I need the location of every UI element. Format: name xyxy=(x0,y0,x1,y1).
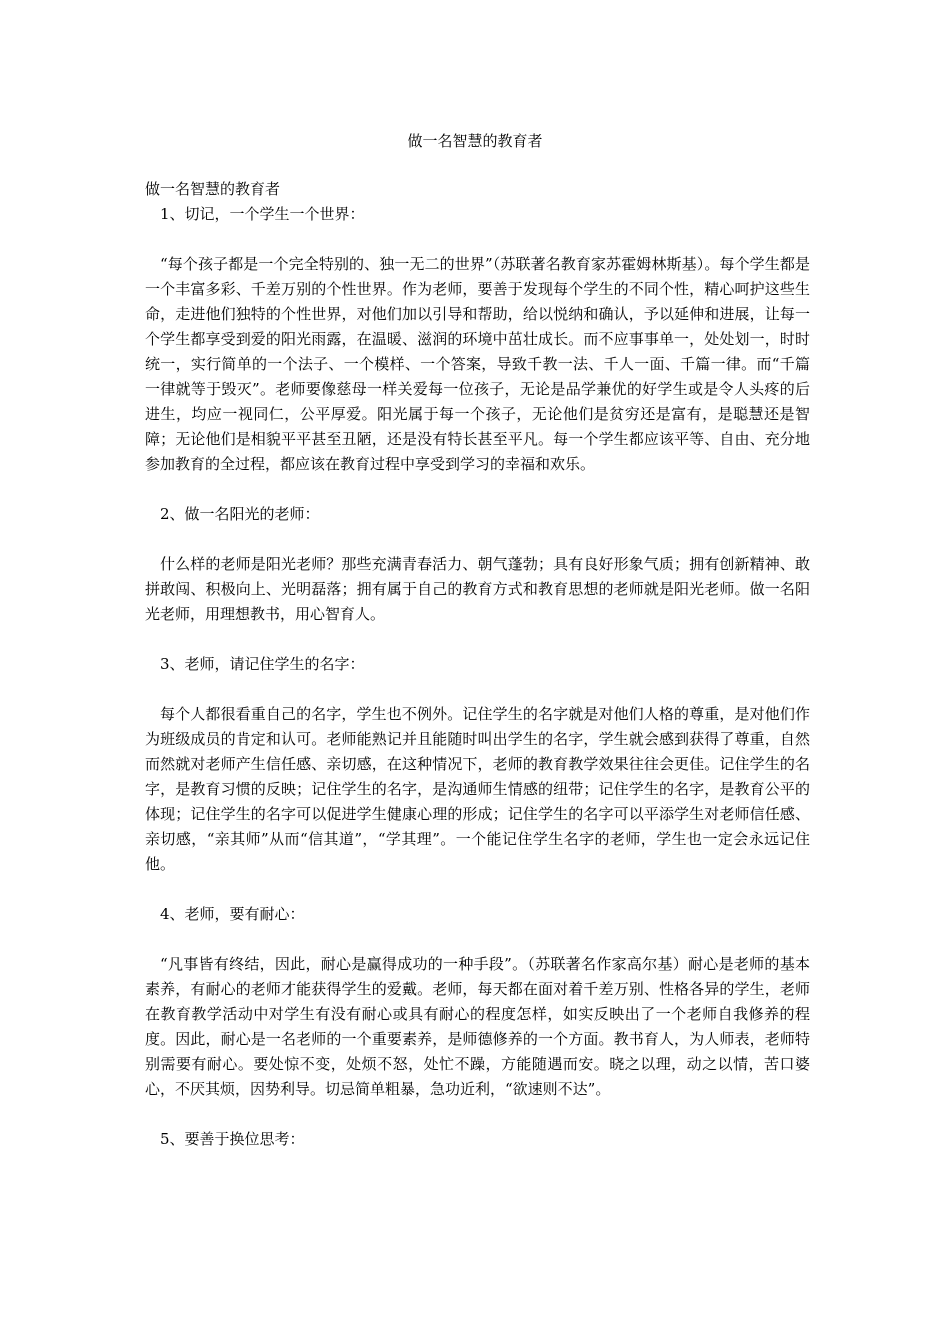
section-heading-4: 4、老师，要有耐心： xyxy=(160,905,305,923)
spacer xyxy=(145,927,810,952)
section-paragraph-1: “每个孩子都是一个完全特别的、独一无二的世界”（苏联著名教育家苏霍姆林斯基）。每个学生都是一个丰富多彩、千差万别的个性世界。作为老师，要善于发现每个学生的不同个性，精心呵护这些生命，走进他们独特的个性世界，对他们加以引导和帮助，给以悦纳和确认，予以延伸和进展，让每一个学生都享受到爱的阳光雨露，在温暖、滋润的环境中茁壮成长。而不应事事单一，处处划一，时时统一，实行简单的一个法子、一个模样、一个答案，导致千教一法、千人一面、千篇一律。而“千篇一律就等于毁灭”。老师要像慈母一样关爱每一位孩子，无论是品学兼优的好学生或是令人头疼的后进生，均应一视同仁，公平厚爱。阳光属于每一个孩子，无论他们是贫穷还是富有，是聪慧还是智障；无论他们是相貌平平甚至丑陋，还是没有特长甚至平凡。每一个学生都应该平等、自由、充分地参加教育的全过程，都应该在教育过程中享受到学习的幸福和欢乐。 xyxy=(145,255,810,473)
section-paragraph-2: 什么样的老师是阳光老师？那些充满青春活力、朝气蓬勃；具有良好形象气质；拥有创新精神、敢拼敢闯、积极向上、光明磊落；拥有属于自己的教育方式和教育思想的老师就是阳光老师。做一名阳光老师，用理想教书，用心智育人。 xyxy=(145,555,810,623)
section-paragraph-4: “凡事皆有终结，因此，耐心是赢得成功的一种手段”。（苏联著名作家高尔基）耐心是老师的基本素养，有耐心的老师才能获得学生的爱戴。老师，每天都在面对着千差万别、性格各异的学生，老师在教育教学活动中对学生有没有耐心或具有耐心的程度怎样，如实反映出了一个老师自我修养的程度。因此，耐心是一名老师的一个重要素养，是师德修养的一个方面。教书育人，为人师表，老师特别需要有耐心。要处惊不变，处烦不怒，处忙不躁，方能随遇而安。晓之以理，动之以情，苦口婆心，不厌其烦，因势利导。切忌简单粗暴，急功近利，“欲速则不达”。 xyxy=(145,955,810,1098)
section-heading-1: 1、切记，一个学生一个世界： xyxy=(160,205,365,223)
spacer xyxy=(145,527,810,552)
spacer xyxy=(145,1102,810,1127)
section-paragraph-3: 每个人都很看重自己的名字，学生也不例外。记住学生的名字就是对他们人格的尊重，是对他们作为班级成员的肯定和认可。老师能熟记并且能随时叫出学生的名字，学生就会感到获得了尊重，自然而然就对老师产生信任感、亲切感，在这种情况下，老师的教育教学效果往往会更佳。记住学生的名字，是教育习惯的反映；记住学生的名字，是沟通师生情感的纽带；记住学生的名字，是教育公平的体现；记住学生的名字可以促进学生健康心理的形成；记住学生的名字可以平添学生对老师信任感、亲切感，“亲其师”从而“信其道”，“学其理”。一个能记住学生名字的老师，学生也一定会永远记住他。 xyxy=(145,705,810,873)
spacer xyxy=(145,227,810,252)
spacer xyxy=(145,677,810,702)
document-title: 做一名智慧的教育者 xyxy=(407,132,543,150)
document-body xyxy=(145,177,810,1152)
section-heading-2: 2、做一名阳光的老师： xyxy=(160,505,320,523)
spacer xyxy=(145,477,810,502)
document-subtitle: 做一名智慧的教育者 xyxy=(145,180,281,198)
section-heading-5: 5、要善于换位思考： xyxy=(160,1130,305,1148)
spacer xyxy=(145,877,810,902)
spacer xyxy=(145,627,810,652)
section-heading-3: 3、老师，请记住学生的名字： xyxy=(160,655,365,673)
